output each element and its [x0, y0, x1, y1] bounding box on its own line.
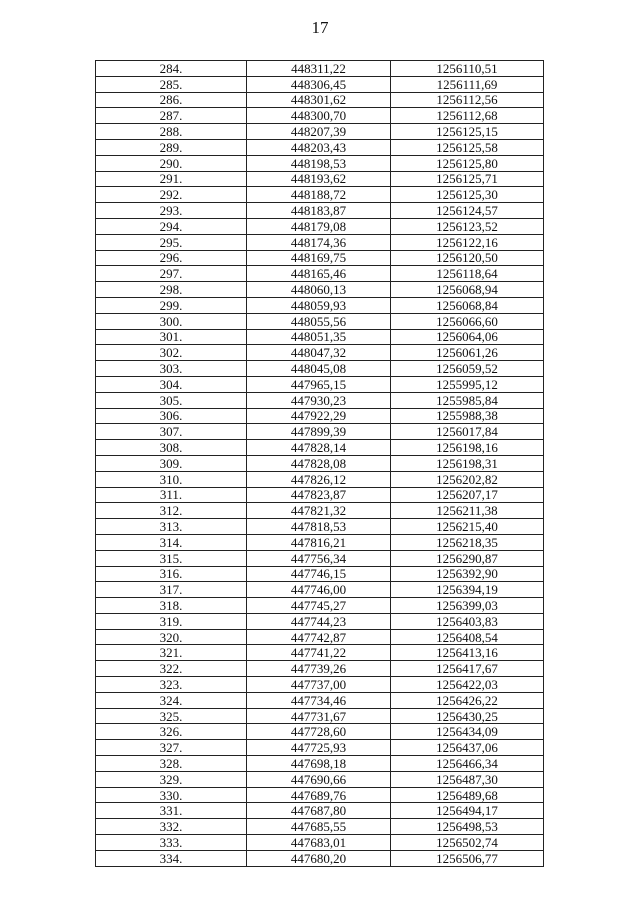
table-row [96, 234, 544, 250]
table-row [96, 819, 544, 835]
x-coordinate-cell: 447690,66 [247, 771, 391, 787]
point-number-cell: 307. [96, 424, 247, 440]
point-number-cell: 294. [96, 218, 247, 234]
table-row [96, 645, 544, 661]
y-coordinate-cell: 1256123,52 [391, 218, 544, 234]
table-row [96, 440, 544, 456]
x-coordinate-cell: 447899,39 [247, 424, 391, 440]
table-row [96, 677, 544, 693]
point-number-cell: 306. [96, 408, 247, 424]
y-coordinate-cell: 1256211,38 [391, 503, 544, 519]
x-coordinate-cell: 448059,93 [247, 297, 391, 313]
table-row [96, 124, 544, 140]
point-number-cell: 311. [96, 487, 247, 503]
table-row [96, 582, 544, 598]
table-row [96, 740, 544, 756]
point-number-cell: 303. [96, 361, 247, 377]
x-coordinate-cell: 448193,62 [247, 171, 391, 187]
point-number-cell: 323. [96, 677, 247, 693]
y-coordinate-cell: 1256111,69 [391, 76, 544, 92]
y-coordinate-cell: 1255985,84 [391, 392, 544, 408]
table-row [96, 171, 544, 187]
point-number-cell: 312. [96, 503, 247, 519]
y-coordinate-cell: 1256110,51 [391, 61, 544, 77]
point-number-cell: 308. [96, 440, 247, 456]
table-row [96, 724, 544, 740]
table-row [96, 756, 544, 772]
table-row [96, 487, 544, 503]
y-coordinate-cell: 1256430,25 [391, 708, 544, 724]
table-row [96, 803, 544, 819]
y-coordinate-cell: 1256422,03 [391, 677, 544, 693]
x-coordinate-cell: 448188,72 [247, 187, 391, 203]
point-number-cell: 314. [96, 534, 247, 550]
y-coordinate-cell: 1256064,06 [391, 329, 544, 345]
point-number-cell: 290. [96, 155, 247, 171]
y-coordinate-cell: 1256122,16 [391, 234, 544, 250]
point-number-cell: 315. [96, 550, 247, 566]
x-coordinate-cell: 447731,67 [247, 708, 391, 724]
point-number-cell: 292. [96, 187, 247, 203]
y-coordinate-cell: 1256466,34 [391, 756, 544, 772]
point-number-cell: 287. [96, 108, 247, 124]
table-row [96, 297, 544, 313]
table-row [96, 139, 544, 155]
point-number-cell: 288. [96, 124, 247, 140]
table-row [96, 203, 544, 219]
table-row [96, 771, 544, 787]
point-number-cell: 310. [96, 471, 247, 487]
table-row [96, 92, 544, 108]
y-coordinate-cell: 1256506,77 [391, 850, 544, 866]
point-number-cell: 319. [96, 613, 247, 629]
point-number-cell: 296. [96, 250, 247, 266]
y-coordinate-cell: 1256061,26 [391, 345, 544, 361]
table-row [96, 455, 544, 471]
table-row [96, 550, 544, 566]
y-coordinate-cell: 1256068,84 [391, 297, 544, 313]
x-coordinate-cell: 447728,60 [247, 724, 391, 740]
y-coordinate-cell: 1256498,53 [391, 819, 544, 835]
y-coordinate-cell: 1256403,83 [391, 613, 544, 629]
x-coordinate-cell: 447746,00 [247, 582, 391, 598]
table-row [96, 376, 544, 392]
table-row [96, 361, 544, 377]
point-number-cell: 329. [96, 771, 247, 787]
table-row [96, 108, 544, 124]
x-coordinate-cell: 448198,53 [247, 155, 391, 171]
table-row [96, 218, 544, 234]
table-row [96, 850, 544, 866]
y-coordinate-cell: 1256426,22 [391, 692, 544, 708]
y-coordinate-cell: 1256417,67 [391, 661, 544, 677]
y-coordinate-cell: 1256125,30 [391, 187, 544, 203]
point-number-cell: 324. [96, 692, 247, 708]
point-number-cell: 286. [96, 92, 247, 108]
point-number-cell: 316. [96, 566, 247, 582]
x-coordinate-cell: 447689,76 [247, 787, 391, 803]
y-coordinate-cell: 1256408,54 [391, 629, 544, 645]
y-coordinate-cell: 1256125,80 [391, 155, 544, 171]
point-number-cell: 293. [96, 203, 247, 219]
table-row [96, 835, 544, 851]
x-coordinate-cell: 447930,23 [247, 392, 391, 408]
x-coordinate-cell: 448060,13 [247, 282, 391, 298]
x-coordinate-cell: 447734,46 [247, 692, 391, 708]
point-number-cell: 299. [96, 297, 247, 313]
table-row [96, 187, 544, 203]
x-coordinate-cell: 447965,15 [247, 376, 391, 392]
point-number-cell: 301. [96, 329, 247, 345]
coordinates-table [95, 60, 544, 867]
x-coordinate-cell: 448203,43 [247, 139, 391, 155]
point-number-cell: 291. [96, 171, 247, 187]
y-coordinate-cell: 1256112,68 [391, 108, 544, 124]
y-coordinate-cell: 1256198,16 [391, 440, 544, 456]
page-number: 17 [311, 18, 329, 37]
point-number-cell: 332. [96, 819, 247, 835]
x-coordinate-cell: 447828,14 [247, 440, 391, 456]
x-coordinate-cell: 447687,80 [247, 803, 391, 819]
y-coordinate-cell: 1256068,94 [391, 282, 544, 298]
point-number-cell: 313. [96, 519, 247, 535]
x-coordinate-cell: 448045,08 [247, 361, 391, 377]
point-number-cell: 289. [96, 139, 247, 155]
point-number-cell: 285. [96, 76, 247, 92]
y-coordinate-cell: 1256198,31 [391, 455, 544, 471]
x-coordinate-cell: 448047,32 [247, 345, 391, 361]
point-number-cell: 334. [96, 850, 247, 866]
x-coordinate-cell: 447746,15 [247, 566, 391, 582]
x-coordinate-cell: 447742,87 [247, 629, 391, 645]
y-coordinate-cell: 1256399,03 [391, 598, 544, 614]
x-coordinate-cell: 447816,21 [247, 534, 391, 550]
point-number-cell: 298. [96, 282, 247, 298]
x-coordinate-cell: 448306,45 [247, 76, 391, 92]
table-row [96, 392, 544, 408]
x-coordinate-cell: 447826,12 [247, 471, 391, 487]
y-coordinate-cell: 1256487,30 [391, 771, 544, 787]
x-coordinate-cell: 447698,18 [247, 756, 391, 772]
table-row [96, 708, 544, 724]
point-number-cell: 321. [96, 645, 247, 661]
point-number-cell: 302. [96, 345, 247, 361]
x-coordinate-cell: 447821,32 [247, 503, 391, 519]
y-coordinate-cell: 1256120,50 [391, 250, 544, 266]
table-row [96, 519, 544, 535]
y-coordinate-cell: 1256392,90 [391, 566, 544, 582]
table-row [96, 266, 544, 282]
y-coordinate-cell: 1256437,06 [391, 740, 544, 756]
x-coordinate-cell: 447725,93 [247, 740, 391, 756]
point-number-cell: 300. [96, 313, 247, 329]
point-number-cell: 328. [96, 756, 247, 772]
table-row [96, 155, 544, 171]
y-coordinate-cell: 1256066,60 [391, 313, 544, 329]
y-coordinate-cell: 1255995,12 [391, 376, 544, 392]
x-coordinate-cell: 447823,87 [247, 487, 391, 503]
table-row [96, 613, 544, 629]
point-number-cell: 326. [96, 724, 247, 740]
table-row [96, 503, 544, 519]
y-coordinate-cell: 1256125,58 [391, 139, 544, 155]
y-coordinate-cell: 1256202,82 [391, 471, 544, 487]
table-row [96, 424, 544, 440]
point-number-cell: 304. [96, 376, 247, 392]
y-coordinate-cell: 1256218,35 [391, 534, 544, 550]
y-coordinate-cell: 1256207,17 [391, 487, 544, 503]
table-row [96, 598, 544, 614]
x-coordinate-cell: 448311,22 [247, 61, 391, 77]
x-coordinate-cell: 448300,70 [247, 108, 391, 124]
x-coordinate-cell: 447744,23 [247, 613, 391, 629]
table-row [96, 313, 544, 329]
y-coordinate-cell: 1256125,15 [391, 124, 544, 140]
point-number-cell: 295. [96, 234, 247, 250]
x-coordinate-cell: 447756,34 [247, 550, 391, 566]
table-row [96, 345, 544, 361]
table-row [96, 661, 544, 677]
x-coordinate-cell: 448169,75 [247, 250, 391, 266]
x-coordinate-cell: 448301,62 [247, 92, 391, 108]
table-row [96, 471, 544, 487]
x-coordinate-cell: 447828,08 [247, 455, 391, 471]
table-row [96, 629, 544, 645]
table-row [96, 566, 544, 582]
point-number-cell: 327. [96, 740, 247, 756]
table-row [96, 408, 544, 424]
x-coordinate-cell: 447680,20 [247, 850, 391, 866]
y-coordinate-cell: 1256494,17 [391, 803, 544, 819]
y-coordinate-cell: 1256413,16 [391, 645, 544, 661]
point-number-cell: 322. [96, 661, 247, 677]
x-coordinate-cell: 447737,00 [247, 677, 391, 693]
coordinates-table-body [96, 61, 544, 867]
point-number-cell: 331. [96, 803, 247, 819]
x-coordinate-cell: 448051,35 [247, 329, 391, 345]
table-row [96, 282, 544, 298]
y-coordinate-cell: 1256125,71 [391, 171, 544, 187]
table-row [96, 692, 544, 708]
x-coordinate-cell: 447922,29 [247, 408, 391, 424]
y-coordinate-cell: 1255988,38 [391, 408, 544, 424]
y-coordinate-cell: 1256059,52 [391, 361, 544, 377]
table-row [96, 534, 544, 550]
point-number-cell: 305. [96, 392, 247, 408]
table-row [96, 61, 544, 77]
x-coordinate-cell: 447683,01 [247, 835, 391, 851]
y-coordinate-cell: 1256502,74 [391, 835, 544, 851]
x-coordinate-cell: 448055,56 [247, 313, 391, 329]
x-coordinate-cell: 448207,39 [247, 124, 391, 140]
x-coordinate-cell: 447745,27 [247, 598, 391, 614]
x-coordinate-cell: 447685,55 [247, 819, 391, 835]
point-number-cell: 320. [96, 629, 247, 645]
table-row [96, 329, 544, 345]
table-row [96, 250, 544, 266]
y-coordinate-cell: 1256394,19 [391, 582, 544, 598]
table-row [96, 787, 544, 803]
table-row [96, 76, 544, 92]
point-number-cell: 284. [96, 61, 247, 77]
point-number-cell: 325. [96, 708, 247, 724]
y-coordinate-cell: 1256112,56 [391, 92, 544, 108]
point-number-cell: 317. [96, 582, 247, 598]
x-coordinate-cell: 448179,08 [247, 218, 391, 234]
x-coordinate-cell: 447739,26 [247, 661, 391, 677]
y-coordinate-cell: 1256489,68 [391, 787, 544, 803]
y-coordinate-cell: 1256434,09 [391, 724, 544, 740]
x-coordinate-cell: 447741,22 [247, 645, 391, 661]
y-coordinate-cell: 1256215,40 [391, 519, 544, 535]
x-coordinate-cell: 448174,36 [247, 234, 391, 250]
y-coordinate-cell: 1256017,84 [391, 424, 544, 440]
point-number-cell: 318. [96, 598, 247, 614]
y-coordinate-cell: 1256124,57 [391, 203, 544, 219]
x-coordinate-cell: 448165,46 [247, 266, 391, 282]
y-coordinate-cell: 1256290,87 [391, 550, 544, 566]
point-number-cell: 333. [96, 835, 247, 851]
y-coordinate-cell: 1256118,64 [391, 266, 544, 282]
point-number-cell: 309. [96, 455, 247, 471]
x-coordinate-cell: 448183,87 [247, 203, 391, 219]
x-coordinate-cell: 447818,53 [247, 519, 391, 535]
point-number-cell: 297. [96, 266, 247, 282]
point-number-cell: 330. [96, 787, 247, 803]
